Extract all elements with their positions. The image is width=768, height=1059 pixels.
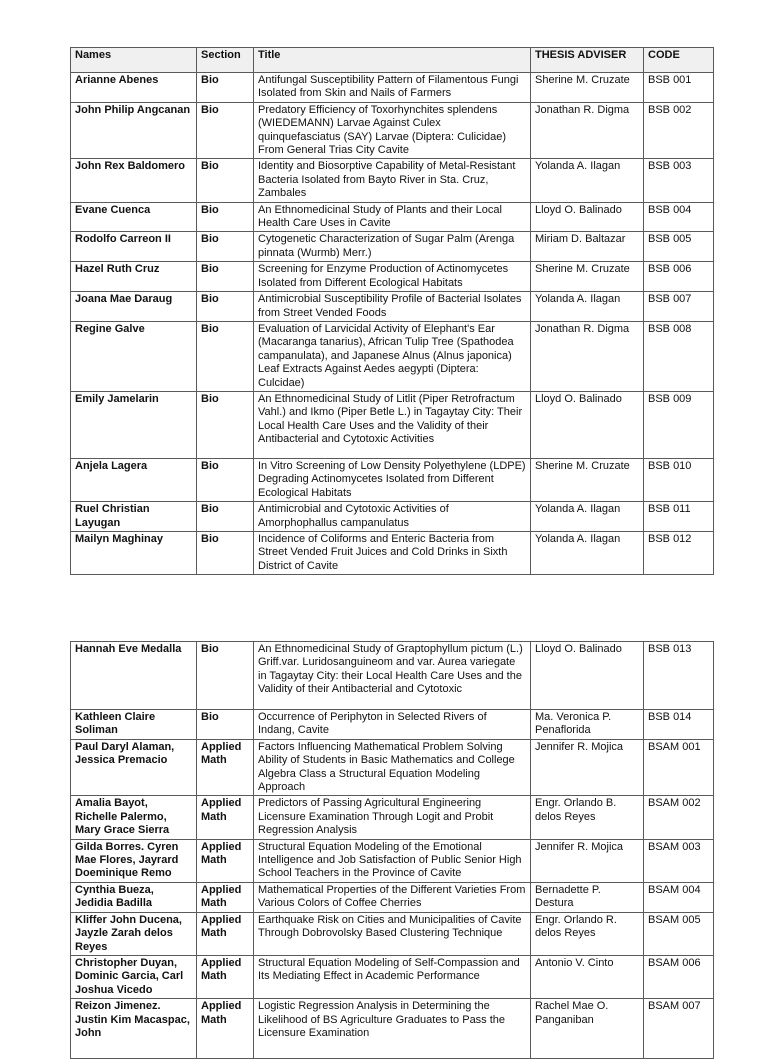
title-cell: Evaluation of Larvicidal Activity of Elephant's Ear (Macaranga tanarius), African Tulip Tree (Spathodea campanulata), and Japanese Alnus (Alnus japonica) Leaf Extracts Against Aedes aegypti (Diptera: Culcidae) <box>254 321 531 391</box>
table-row <box>71 458 714 501</box>
name-cell: Christopher Duyan, Dominic Garcia, Carl Joshua Vicedo <box>71 955 197 998</box>
adviser-cell: Sherine M. Cruzate <box>531 73 644 103</box>
code-cell: BSB 001 <box>644 73 714 103</box>
name-cell: Joana Mae Daraug <box>71 292 197 322</box>
thesis-table-continued <box>70 641 714 1059</box>
section-cell: Applied Math <box>197 796 254 839</box>
code-cell: BSAM 003 <box>644 839 714 882</box>
section-cell: Bio <box>197 458 254 501</box>
title-cell: Predictors of Passing Agricultural Engineering Licensure Examination Through Logit and Probit Regression Analysis <box>254 796 531 839</box>
adviser-cell: Yolanda A. Ilagan <box>531 159 644 202</box>
table-row <box>71 642 714 710</box>
section-cell: Applied Math <box>197 882 254 912</box>
title-cell: Identity and Biosorptive Capability of Metal-Resistant Bacteria Isolated from Bayto River in Sta. Cruz, Zambales <box>254 159 531 202</box>
title-cell: Occurrence of Periphyton in Selected Rivers of Indang, Cavite <box>254 710 531 740</box>
adviser-cell: Sherine M. Cruzate <box>531 262 644 292</box>
section-cell: Bio <box>197 232 254 262</box>
title-cell: Antimicrobial and Cytotoxic Activities of Amorphophallus campanulatus <box>254 502 531 532</box>
table-row <box>71 202 714 232</box>
section-cell: Bio <box>197 292 254 322</box>
adviser-cell: Yolanda A. Ilagan <box>531 502 644 532</box>
adviser-cell: Ma. Veronica P. Penaflorida <box>531 710 644 740</box>
code-cell: BSB 005 <box>644 232 714 262</box>
section-cell: Bio <box>197 73 254 103</box>
section-cell: Bio <box>197 391 254 458</box>
table-row <box>71 955 714 998</box>
table-row <box>71 102 714 159</box>
section-cell: Bio <box>197 159 254 202</box>
code-cell: BSAM 002 <box>644 796 714 839</box>
section-cell: Bio <box>197 262 254 292</box>
adviser-cell: Yolanda A. Ilagan <box>531 292 644 322</box>
code-cell: BSB 002 <box>644 102 714 159</box>
title-cell: Factors Influencing Mathematical Problem Solving Ability of Students in Basic Mathematics and College Algebra Class a Structural Equation Modeling Approach <box>254 739 531 796</box>
title-cell: An Ethnomedicinal Study of Plants and their Local Health Care Uses in Cavite <box>254 202 531 232</box>
column-header-section: Section <box>197 48 254 73</box>
name-cell: Mailyn Maghinay <box>71 531 197 574</box>
code-cell: BSAM 005 <box>644 912 714 955</box>
section-cell: Applied Math <box>197 912 254 955</box>
title-cell: Cytogenetic Characterization of Sugar Palm (Arenga pinnata (Wurmb) Merr.) <box>254 232 531 262</box>
table-row <box>71 739 714 796</box>
adviser-cell: Jonathan R. Digma <box>531 102 644 159</box>
name-cell: Kliffer John Ducena, Jayzle Zarah delos Reyes <box>71 912 197 955</box>
code-cell: BSB 008 <box>644 321 714 391</box>
title-cell: Earthquake Risk on Cities and Municipalities of Cavite Through Dobrovolsky Based Clustering Technique <box>254 912 531 955</box>
adviser-cell: Jonathan R. Digma <box>531 321 644 391</box>
name-cell: Hannah Eve Medalla <box>71 642 197 710</box>
table-row <box>71 232 714 262</box>
name-cell: Anjela Lagera <box>71 458 197 501</box>
code-cell: BSB 011 <box>644 502 714 532</box>
title-cell: Antifungal Susceptibility Pattern of Filamentous Fungi Isolated from Skin and Nails of Farmers <box>254 73 531 103</box>
code-cell: BSB 010 <box>644 458 714 501</box>
name-cell: John Rex Baldomero <box>71 159 197 202</box>
table-row <box>71 391 714 458</box>
name-cell: Cynthia Bueza, Jedidia Badilla <box>71 882 197 912</box>
adviser-cell: Lloyd O. Balinado <box>531 391 644 458</box>
name-cell: Kathleen Claire Soliman <box>71 710 197 740</box>
name-cell: Hazel Ruth Cruz <box>71 262 197 292</box>
section-cell: Bio <box>197 710 254 740</box>
table-row <box>71 159 714 202</box>
name-cell: Gilda Borres. Cyren Mae Flores, Jayrard Doeminique Remo <box>71 839 197 882</box>
code-cell: BSAM 007 <box>644 999 714 1059</box>
section-cell: Applied Math <box>197 955 254 998</box>
column-header-code: CODE <box>644 48 714 73</box>
name-cell: Ruel Christian Layugan <box>71 502 197 532</box>
code-cell: BSB 007 <box>644 292 714 322</box>
section-cell: Bio <box>197 321 254 391</box>
table-row <box>71 262 714 292</box>
adviser-cell: Sherine M. Cruzate <box>531 458 644 501</box>
adviser-cell: Engr. Orlando R. delos Reyes <box>531 912 644 955</box>
section-cell: Bio <box>197 531 254 574</box>
code-cell: BSB 014 <box>644 710 714 740</box>
title-cell: In Vitro Screening of Low Density Polyethylene (LDPE) Degrading Actinomycetes Isolated from Different Ecological Habitats <box>254 458 531 501</box>
title-cell: Antimicrobial Susceptibility Profile of Bacterial Isolates from Street Vended Foods <box>254 292 531 322</box>
column-header-adviser: THESIS ADVISER <box>531 48 644 73</box>
title-cell: Structural Equation Modeling of the Emotional Intelligence and Job Satisfaction of Public Senior High School Teachers in the Province of Cavite <box>254 839 531 882</box>
adviser-cell: Antonio V. Cinto <box>531 955 644 998</box>
code-cell: BSAM 004 <box>644 882 714 912</box>
section-cell: Applied Math <box>197 739 254 796</box>
adviser-cell: Bernadette P. Destura <box>531 882 644 912</box>
table-row <box>71 796 714 839</box>
title-cell: An Ethnomedicinal Study of Graptophyllum pictum (L.) Griff.var. Luridosanguineom and var. Aurea variegate in Tagaytay City: their Local Health Care Uses and the Validity of their Antibacterial and Cytotoxic <box>254 642 531 710</box>
name-cell: Evane Cuenca <box>71 202 197 232</box>
adviser-cell: Engr. Orlando B. delos Reyes <box>531 796 644 839</box>
title-cell: Mathematical Properties of the Different Varieties From Various Colors of Coffee Cherries <box>254 882 531 912</box>
section-cell: Bio <box>197 642 254 710</box>
name-cell: Regine Galve <box>71 321 197 391</box>
column-header-names: Names <box>71 48 197 73</box>
code-cell: BSB 013 <box>644 642 714 710</box>
table-row <box>71 73 714 103</box>
column-header-title: Title <box>254 48 531 73</box>
code-cell: BSB 012 <box>644 531 714 574</box>
section-cell: Applied Math <box>197 839 254 882</box>
code-cell: BSB 003 <box>644 159 714 202</box>
title-cell: An Ethnomedicinal Study of Litlit (Piper Retrofractum Vahl.) and Ikmo (Piper Betle L.) in Tagaytay City: Their Local Health Care Uses and the Validity of their Antibacterial and Cytotoxic Activities <box>254 391 531 458</box>
section-cell: Bio <box>197 502 254 532</box>
thesis-table-bio <box>70 47 714 575</box>
adviser-cell: Jennifer R. Mojica <box>531 739 644 796</box>
code-cell: BSAM 006 <box>644 955 714 998</box>
table-row <box>71 912 714 955</box>
title-cell: Screening for Enzyme Production of Actinomycetes Isolated from Different Ecological Habitats <box>254 262 531 292</box>
name-cell: Emily Jamelarin <box>71 391 197 458</box>
adviser-cell: Rachel Mae O. Panganiban <box>531 999 644 1059</box>
code-cell: BSB 004 <box>644 202 714 232</box>
section-cell: Applied Math <box>197 999 254 1059</box>
table-row <box>71 292 714 322</box>
name-cell: John Philip Angcanan <box>71 102 197 159</box>
table-row <box>71 710 714 740</box>
name-cell: Arianne Abenes <box>71 73 197 103</box>
adviser-cell: Miriam D. Baltazar <box>531 232 644 262</box>
table-header-row <box>71 48 714 73</box>
table-row <box>71 531 714 574</box>
section-cell: Bio <box>197 202 254 232</box>
name-cell: Reizon Jimenez. Justin Kim Macaspac, John <box>71 999 197 1059</box>
code-cell: BSB 006 <box>644 262 714 292</box>
title-cell: Structural Equation Modeling of Self-Compassion and Its Mediating Effect in Academic Performance <box>254 955 531 998</box>
title-cell: Logistic Regression Analysis in Determining the Likelihood of BS Agriculture Graduates to Pass the Licensure Examination <box>254 999 531 1059</box>
name-cell: Amalia Bayot, Richelle Palermo, Mary Grace Sierra <box>71 796 197 839</box>
table-row <box>71 839 714 882</box>
table-row <box>71 999 714 1059</box>
section-cell: Bio <box>197 102 254 159</box>
table-row <box>71 882 714 912</box>
name-cell: Paul Daryl Alaman, Jessica Premacio <box>71 739 197 796</box>
adviser-cell: Lloyd O. Balinado <box>531 642 644 710</box>
code-cell: BSAM 001 <box>644 739 714 796</box>
title-cell: Incidence of Coliforms and Enteric Bacteria from Street Vended Fruit Juices and Cold Drinks in Sixth District of Cavite <box>254 531 531 574</box>
title-cell: Predatory Efficiency of Toxorhynchites splendens (WIEDEMANN) Larvae Against Culex quinquefasciatus (SAY) Larvae (Diptera: Culicidae) From General Trias City Cavite <box>254 102 531 159</box>
table-row <box>71 502 714 532</box>
code-cell: BSB 009 <box>644 391 714 458</box>
name-cell: Rodolfo Carreon II <box>71 232 197 262</box>
table-row <box>71 321 714 391</box>
adviser-cell: Yolanda A. Ilagan <box>531 531 644 574</box>
adviser-cell: Lloyd O. Balinado <box>531 202 644 232</box>
adviser-cell: Jennifer R. Mojica <box>531 839 644 882</box>
